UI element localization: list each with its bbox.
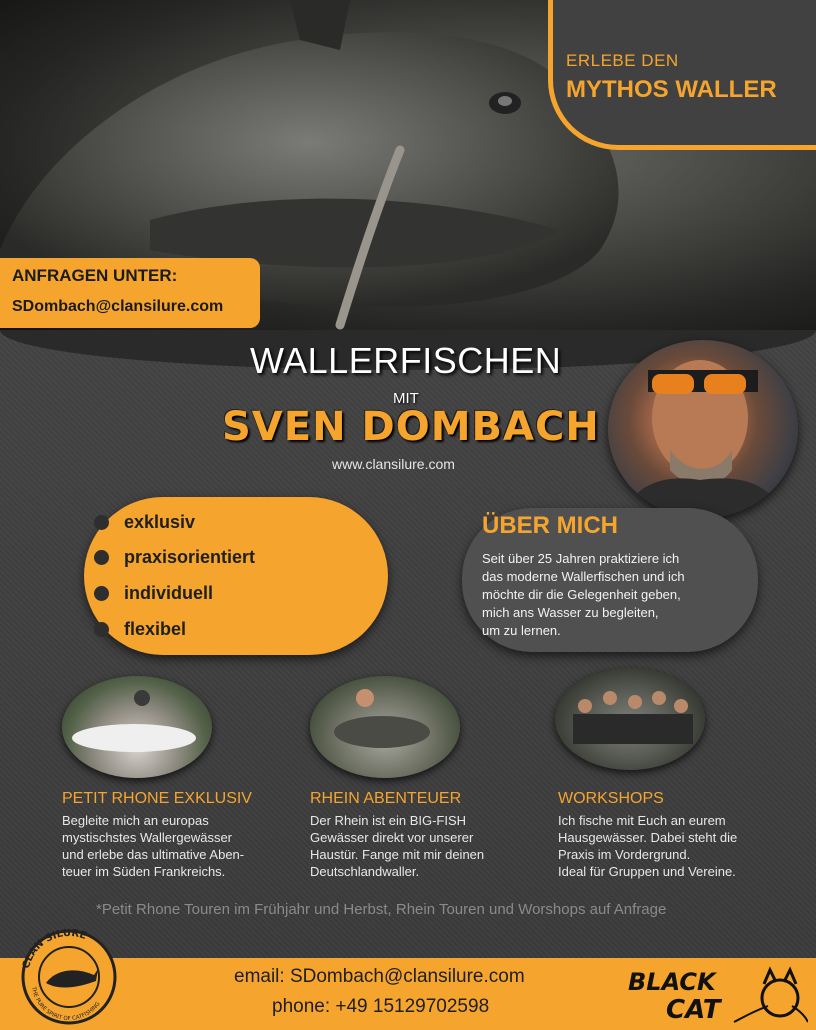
offer-title-workshops: WORKSHOPS <box>558 790 664 807</box>
seal-text: CLAN SILURE <box>20 927 88 970</box>
about-pill <box>462 508 758 652</box>
about-title: ÜBER MICH <box>482 512 618 539</box>
features-pill <box>84 497 388 655</box>
clan-silure-seal-logo <box>14 925 124 1025</box>
offer-text-rhein: Der Rhein ist ein BIG-FISH Gewässer direkt vor unserer Haustür. Fange mit mir deinen Deutschlandwaller. <box>310 813 485 879</box>
portrait-photo <box>608 340 798 518</box>
contact-box <box>0 258 260 328</box>
website-link[interactable]: www.clansilure.com <box>332 456 455 472</box>
white-catfish-illustration <box>62 676 212 778</box>
hero-slogan-panel <box>548 0 816 150</box>
feature-item: individuell <box>124 583 213 604</box>
group-photo-illustration <box>555 668 705 770</box>
seal-motto: THE PURE SPIRIT OF CATFISHING <box>30 986 102 1023</box>
logo-text-cat: CAT <box>666 995 721 1025</box>
title-connector: MIT <box>393 390 419 407</box>
feature-item: praxisorientiert <box>124 547 255 568</box>
feature-item: flexibel <box>124 619 186 640</box>
bullet-icon <box>94 586 109 601</box>
feature-item: exklusiv <box>124 512 195 533</box>
hero-subtitle: ERLEBE DEN <box>566 51 679 70</box>
offer-title-rhein: RHEIN ABENTEUER <box>310 790 462 807</box>
bullet-icon <box>94 622 109 637</box>
workshops-photo <box>555 668 705 770</box>
catfish-catch-illustration <box>310 676 460 778</box>
main-title: WALLERFISCHEN <box>250 340 562 381</box>
guide-name: SVEN DOMBACH <box>222 404 600 450</box>
bullet-icon <box>94 515 109 530</box>
black-cat-logo <box>622 962 808 1026</box>
offer-text-workshops: Ich fische mit Euch an eurem Hausgewässer. Dabei steht die Praxis im Vordergrund. Ideal für Gruppen und Vereine. <box>558 813 738 879</box>
bullet-icon <box>94 550 109 565</box>
portrait-illustration <box>608 340 798 518</box>
offer-text-petit-rhone: Begleite mich an europas mystischstes Wallergewässer und erlebe das ultimative Aben- teuer im Süden Frankreichs. <box>62 813 245 879</box>
offer-title-petit-rhone: PETIT RHONE EXKLUSIV <box>62 790 252 807</box>
hero-title: MYTHOS WALLER <box>566 76 777 103</box>
footer-phone[interactable]: phone: +49 15129702598 <box>272 996 490 1017</box>
catfish-hero-photo <box>0 0 816 330</box>
contact-label: ANFRAGEN UNTER: <box>12 266 178 285</box>
footnote: *Petit Rhone Touren im Frühjahr und Herbst, Rhein Touren und Worshops auf Anfrage <box>96 901 667 918</box>
rhein-photo <box>310 676 460 778</box>
contact-email[interactable]: SDombach@clansilure.com <box>12 298 224 315</box>
logo-text-black: BLACK <box>628 968 716 996</box>
petit-rhone-photo <box>62 676 212 778</box>
about-text: Seit über 25 Jahren praktiziere ich das moderne Wallerfischen und ich möchte dir die Gelegenheit geben, mich ans Wasser zu begleiten, um zu lernen. <box>482 551 685 638</box>
footer-email[interactable]: email: SDombach@clansilure.com <box>234 966 525 987</box>
